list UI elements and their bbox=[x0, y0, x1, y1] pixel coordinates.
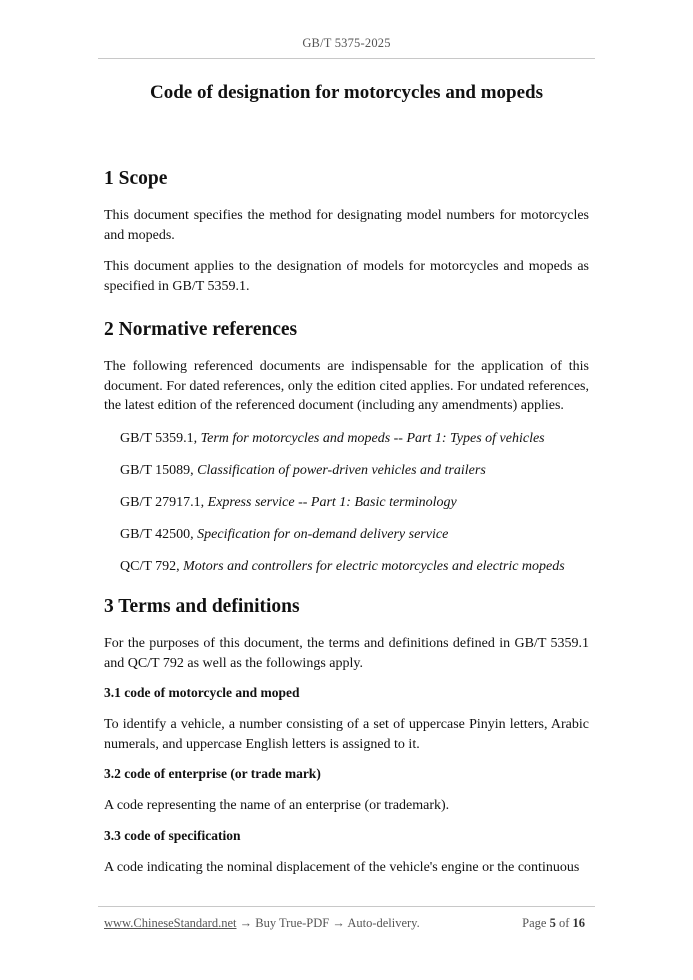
reference-code: GB/T 15089, bbox=[120, 462, 198, 478]
footer-divider bbox=[98, 906, 595, 907]
arrow-right-icon: → bbox=[236, 916, 256, 930]
document-title: Code of designation for motorcycles and mopeds bbox=[149, 82, 544, 103]
scope-paragraph-2: This document applies to the designation of models for motorcycles and mopeds as specified in GB/T 5359.1. bbox=[104, 259, 589, 294]
normative-references-intro: The following referenced documents are indispensable for the application of this document. For dated references, only the edition cited applies. For undated references, the latest edition of the referenced document (including any amendments) applies. bbox=[104, 359, 589, 413]
reference-title: Specification for on-demand delivery service bbox=[197, 526, 449, 542]
reference-code: QC/T 792, bbox=[120, 558, 184, 574]
footer-links bbox=[104, 916, 420, 931]
reference-code: GB/T 5359.1, bbox=[120, 430, 201, 446]
reference-title: Term for motorcycles and mopeds -- Part 1: Types of vehicles bbox=[200, 430, 545, 446]
header-divider bbox=[98, 58, 595, 59]
term-heading: 3.2 code of enterprise (or trade mark) bbox=[104, 766, 321, 781]
section-heading-terms-definitions: 3 Terms and definitions bbox=[104, 596, 300, 617]
page-header: GB/T 5375-2025 bbox=[302, 36, 391, 50]
reference-item bbox=[120, 461, 589, 481]
main-content bbox=[104, 168, 589, 877]
reference-code: GB/T 27917.1, bbox=[120, 494, 208, 510]
reference-title: Express service -- Part 1: Basic terminology bbox=[207, 494, 457, 510]
auto-delivery-text: Auto-delivery. bbox=[347, 916, 420, 930]
reference-item bbox=[120, 557, 589, 577]
reference-title: Classification of power-driven vehicles and trailers bbox=[197, 462, 486, 478]
term-definition: A code representing the name of an enterprise (or trademark). bbox=[104, 798, 450, 813]
reference-list bbox=[104, 429, 589, 577]
buy-true-pdf-link[interactable]: Buy True-PDF bbox=[255, 916, 330, 930]
section-heading-scope: 1 Scope bbox=[104, 168, 168, 189]
total-pages-number: 16 bbox=[572, 916, 585, 930]
website-link[interactable]: www.ChineseStandard.net bbox=[104, 916, 237, 930]
reference-item bbox=[120, 493, 589, 513]
current-page-number: 5 bbox=[549, 916, 556, 930]
reference-code: GB/T 42500, bbox=[120, 526, 198, 542]
page-label: Page bbox=[522, 916, 547, 930]
term-definition: To identify a vehicle, a number consisting of a set of uppercase Pinyin letters, Arabic numerals, and uppercase English letters is assigned to it. bbox=[104, 717, 589, 752]
scope-paragraph-1: This document specifies the method for designating model numbers for motorcycles and mopeds. bbox=[104, 208, 589, 243]
reference-item bbox=[120, 429, 589, 449]
section-heading-normative-references: 2 Normative references bbox=[104, 319, 298, 340]
reference-title: Motors and controllers for electric motorcycles and electric mopeds bbox=[183, 558, 565, 574]
term-heading: 3.3 code of specification bbox=[104, 827, 241, 843]
arrow-right-icon: → bbox=[329, 916, 348, 930]
terms-intro: For the purposes of this document, the terms and definitions defined in GB/T 5359.1 and QC/T 792 as well as the followings apply. bbox=[104, 636, 589, 671]
term-heading: 3.1 code of motorcycle and moped bbox=[104, 685, 300, 700]
page-number bbox=[522, 916, 585, 931]
term-definition: A code indicating the nominal displacement of the vehicle's engine or the continuous bbox=[104, 859, 580, 875]
page-of-label: of bbox=[558, 916, 570, 930]
reference-item bbox=[120, 525, 589, 545]
